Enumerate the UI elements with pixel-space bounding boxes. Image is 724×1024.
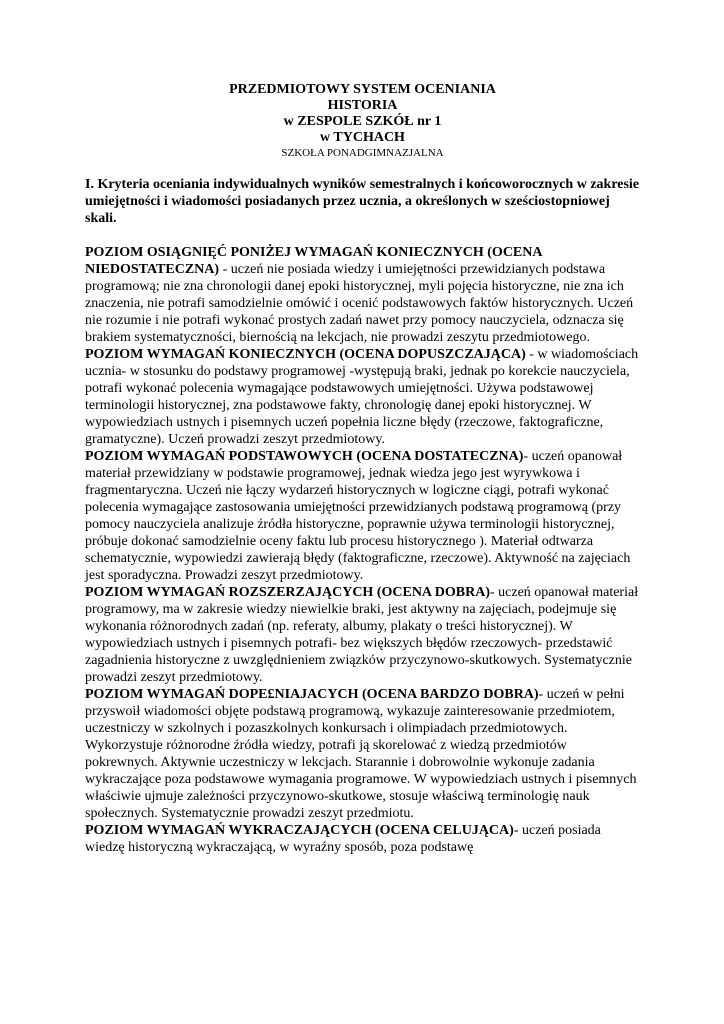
section-heading: POZIOM WYMAGAŃ KONIECZNYCH (OCENA DOPUSZCZAJĄCA) (85, 347, 526, 362)
title-line-4: w TYCHACH (320, 130, 405, 145)
document-title-block (85, 82, 640, 160)
section-heading: POZIOM WYMAGAŃ WYKRACZAJĄCYCH (OCENA CELUJĄCA) (85, 823, 514, 838)
section-body: - uczeń opanował materiał przewidziany w podstawie programowej, jednak wiedza jego jest wyrywkowa i fragmentaryczna. Uczeń nie łączy wydarzeń historycznych w logiczne ciągi, potrafi wykonać polecenia wymagające zastosowania umiejętności przewidzianych podstawą programową (przy pomocy nauczyciela analizuje źródła historyczne, poprawnie używa terminologii historycznej, próbuje dokonać samodzielnie oceny faktu lub procesu historycznego ). Materiał odtwarza schematycznie, wypowiedzi zawierają błędy (faktograficzne, rzeczowe). Aktywność na zajęciach jest sporadyczna. Prowadzi zeszyt przedmiotowy. (85, 449, 631, 583)
section-body: - uczeń opanował materiał programowy, ma w zakresie wiedzy niewielkie braki, jest aktywny na zajęciach, podejmuje się wykonania różnorodnych zadań (np. referaty, albumy, plakaty o treści historycznej). W wypowiedziach ustnych i pisemnych potrafi- bez większych błędów rzeczowych- przedstawić zagadnienia historyczne z uwzględnieniem związków przyczynowo-skutkowych. Systematycznie prowadzi zeszyt przedmiotowy. (85, 585, 639, 685)
section-paragraph-dopuszczajaca (85, 346, 640, 448)
section-body: - uczeń nie posiada wiedzy i umiejętności przewidzianych podstawa programową; nie zna chronologii danej epoki historycznej, myli pojęcia historyczne, nie zna ich znaczenia, nie potrafi samodzielnie omówić i ocenić podstawowych faktów historycznych. Uczeń nie rozumie i nie potrafi wykonać prostych zadań nawet przy pomocy nauczyciela, odznacza się brakiem systematyczności, biernością na lekcjach, nie prowadzi zeszytu przedmiotowego. (85, 262, 634, 345)
section-paragraph-bardzo-dobra (85, 686, 640, 822)
title-line-3: w ZESPOLE SZKÓŁ nr 1 (283, 114, 442, 129)
title-line-1: PRZEDMIOTOWY SYSTEM OCENIANIA (229, 82, 496, 97)
section-paragraph-dostateczna (85, 448, 640, 584)
intro-paragraph: I. Kryteria oceniania indywidualnych wyników semestralnych i końcoworocznych w zakresie umiejętności i wiadomości posiadanych przez ucznia, a określonych w sześciostopniowej skali. (85, 177, 640, 226)
section-heading: POZIOM WYMAGAŃ DOPE£NIAJACYCH (OCENA BARDZO DOBRA) (85, 687, 539, 702)
title-subtitle: SZKOŁA PONADGIMNAZJALNA (281, 147, 444, 159)
section-paragraph-dobra (85, 584, 640, 686)
section-body: - uczeń w pełni przyswoił wiadomości objęte podstawą programową, wykazuje zainteresowanie przedmiotem, uczestniczy w szkolnych i pozaszkolnych konkursach i olimpiadach przedmiotowych. Wykorzystuje różnorodne źródła wiedzy, potrafi ją skorelować z wiedzą przedmiotów pokrewnych. Aktywnie uczestniczy w lekcjach. Starannie i dobrowolnie wykonuje zadania wykraczające poza podstawowe wymagania programowe. W wypowiedziach ustnych i pisemnych właściwie ujmuje zależności przyczynowo-skutkowe, stosuje właściwą terminologię nauk społecznych. Systematycznie prowadzi zeszyt przedmiotu. (85, 687, 637, 821)
section-body: - uczeń posiada wiedzę historyczną wykraczającą, w wyraźny sposób, poza podstawę (85, 823, 601, 855)
section-heading: POZIOM OSIĄGNIĘĆ PONIŻEJ WYMAGAŃ KONIECZNYCH (OCENA NIEDOSTATECZNA) (85, 245, 542, 277)
section-paragraph-celujaca (85, 822, 640, 856)
section-body: - w wiadomościach ucznia- w stosunku do podstawy programowej -występują braki, jednak po korekcie nauczyciela, potrafi wykonać polecenia wymagające podstawowych umiejętności. Używa podstawowej terminologii historycznej, zna podstawowe fakty, chronologię danej epoki historycznej. W wypowiedziach ustnych i pisemnych uczeń popełnia liczne błędy (rzeczowe, faktograficzne, gramatyczne). Uczeń prowadzi zeszyt przedmiotowy. (85, 347, 639, 447)
section-paragraph-niedostateczna (85, 244, 640, 346)
section-heading: POZIOM WYMAGAŃ ROZSZERZAJĄCYCH (OCENA DOBRA) (85, 585, 490, 600)
title-line-2: HISTORIA (327, 98, 398, 113)
section-heading: POZIOM WYMAGAŃ PODSTAWOWYCH (OCENA DOSTATECZNA) (85, 449, 524, 464)
